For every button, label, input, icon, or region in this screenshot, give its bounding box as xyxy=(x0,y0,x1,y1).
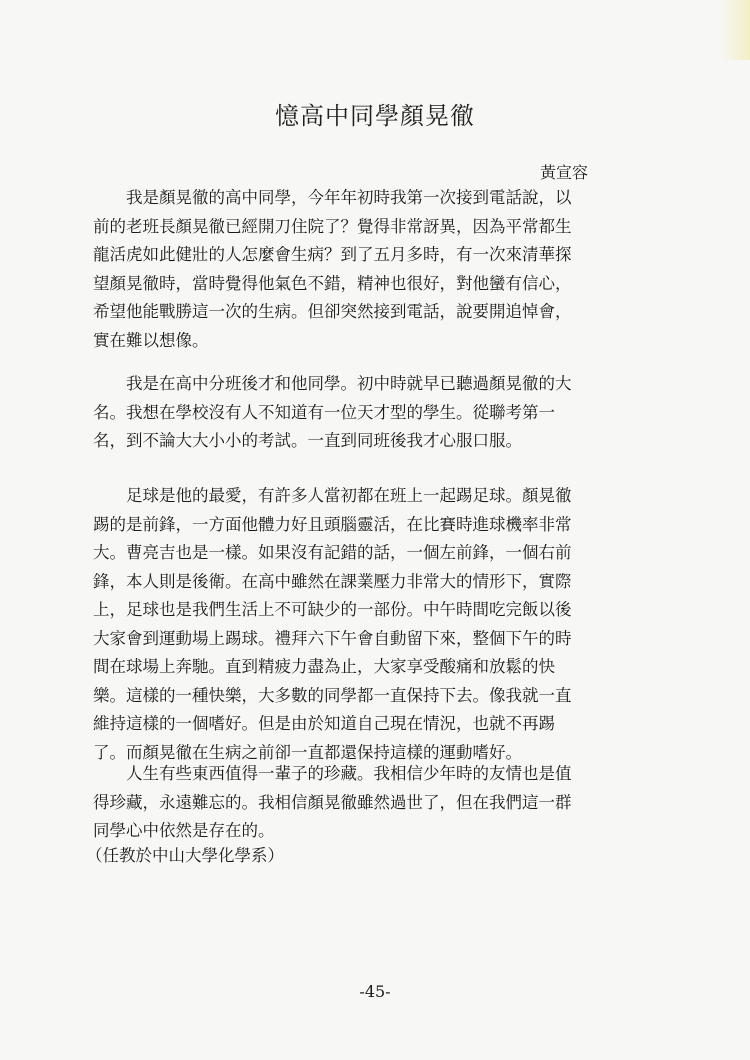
paragraph-line: 名。我想在學校沒有人不知道有一位天才型的學生。從聯考第一 xyxy=(93,402,555,422)
paragraph-line: 望顏晃徹時，當時覺得他氣色不錯，精神也很好，對他蠻有信心， xyxy=(93,273,572,293)
paragraph-line: 前的老班長顏晃徹已經開刀住院了？覺得非常訝異，因為平常都生 xyxy=(93,216,572,236)
paragraph-line: 足球是他的最愛，有許多人當初都在班上一起踢足球。顏晃徹 xyxy=(93,486,572,505)
paragraph-line: 樂。這樣的一種快樂，大多數的同學都一直保持下去。像我就一直 xyxy=(93,685,572,705)
paragraph-line: 希望他能戰勝這一次的生病。但卻突然接到電話，說要開追悼會， xyxy=(93,302,572,321)
paragraph-line: 鋒，本人則是後衛。在高中雖然在課業壓力非常大的情形下，實際 xyxy=(93,571,572,591)
affiliation-note: （任教於中山大學化學系） xyxy=(86,846,284,865)
paragraph-line: 同學心中依然是存在的。 xyxy=(93,821,275,840)
paragraph-line: 我是顏晃徹的高中同學，今年年初時我第一次接到電話說，以 xyxy=(93,188,572,207)
paragraph-4 xyxy=(93,760,613,846)
author-name: 黃宣容 xyxy=(540,163,589,182)
paragraph-line: 上，足球也是我們生活上不可缺少的一部份。中午時間吃完飯以後 xyxy=(93,600,572,619)
page-number: -45- xyxy=(359,982,391,1001)
paragraph-line: 踢的是前鋒，一方面他體力好且頭腦靈活，在比賽時進球機率非常 xyxy=(93,514,572,534)
paragraph-line: 大家會到運動場上踢球。禮拜六下午會自動留下來，整個下午的時 xyxy=(93,628,572,648)
paragraph-line: 人生有些東西值得一輩子的珍藏。我相信少年時的友情也是值 xyxy=(93,764,572,783)
paragraph-line: 了。而顏晃徹在生病之前卻一直都還保持這樣的運動嗜好。 xyxy=(93,742,522,762)
paragraph-line: 維持這樣的一個嗜好。但是由於知道自己現在情況，也就不再踢 xyxy=(93,714,555,733)
paragraph-line: 實在難以想像。 xyxy=(93,330,209,350)
paragraph-1 xyxy=(93,184,613,355)
paragraph-line: 龍活虎如此健壯的人怎麼會生病？到了五月多時，有一次來清華探 xyxy=(93,245,572,264)
paragraph-line: 間在球場上奔馳。直到精疲力盡為止，大家享受酸痛和放鬆的快 xyxy=(93,657,555,676)
page-edge-tint xyxy=(720,0,750,60)
paragraph-3 xyxy=(93,482,613,767)
article-title: 憶高中同學顏晃徹 xyxy=(275,102,475,130)
paragraph-line: 大。曹亮吉也是一樣。如果沒有記錯的話，一個左前鋒，一個右前 xyxy=(93,543,572,562)
paragraph-line: 我是在高中分班後才和他同學。初中時就早已聽過顏晃徹的大 xyxy=(93,374,572,393)
paragraph-line: 得珍藏，永遠難忘的。我相信顏晃徹雖然過世了，但在我們這一群 xyxy=(93,792,572,812)
paragraph-line: 名，到不論大大小小的考試。一直到同班後我才心服口服。 xyxy=(93,431,522,450)
paragraph-2 xyxy=(93,370,613,456)
